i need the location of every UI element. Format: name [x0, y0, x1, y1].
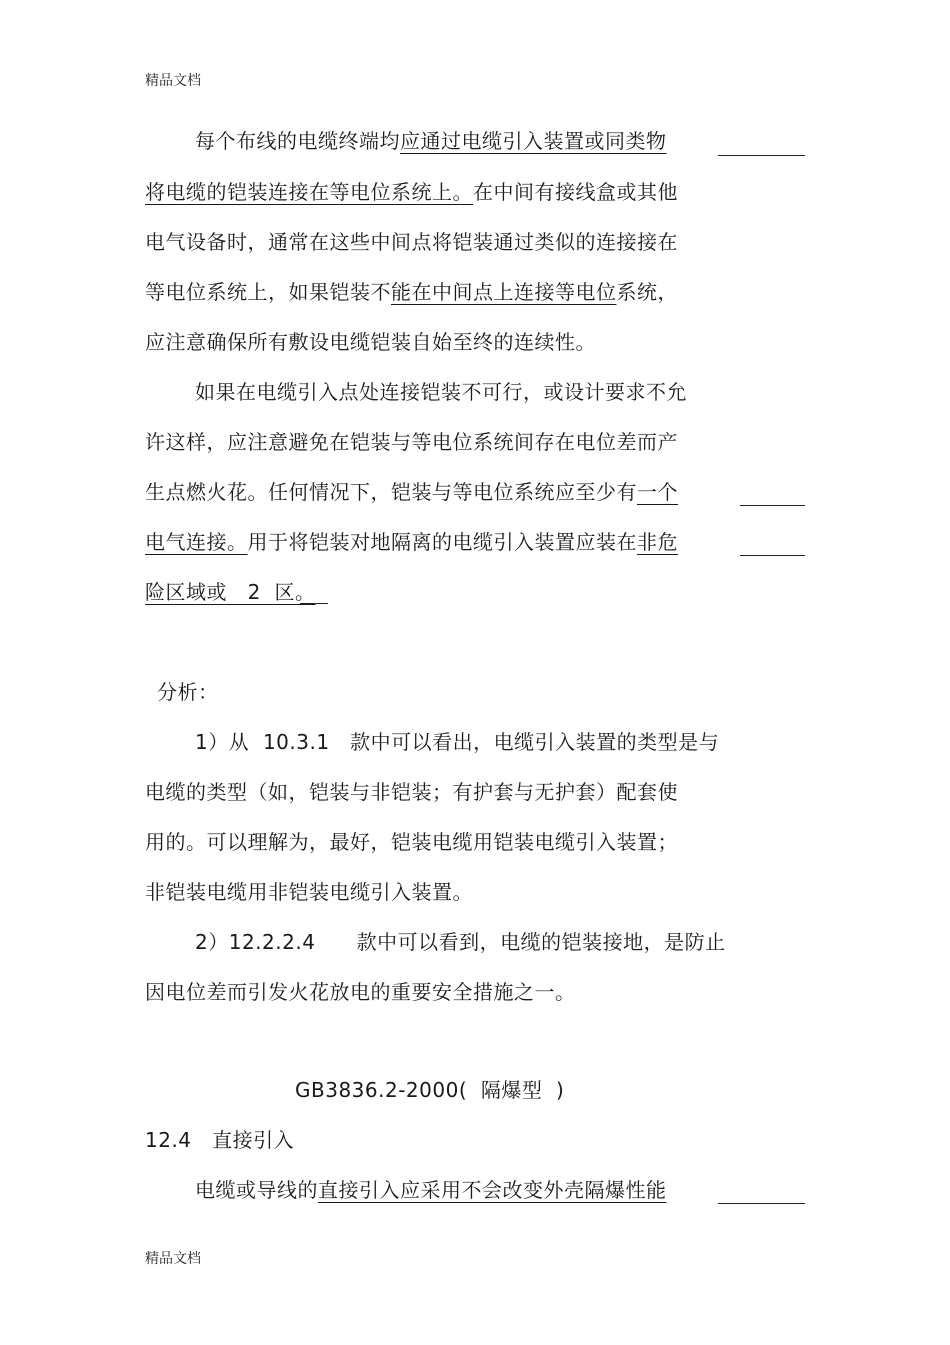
text-run: 电气设备时，通常在这些中间点将铠装通过类似的连接接在 [145, 230, 678, 254]
analysis-line: 因电位差而引发火花放电的重要安全措施之一。 [145, 980, 576, 1004]
page-header: 精品文档 [145, 73, 201, 89]
page-footer: 精品文档 [145, 1251, 201, 1267]
clause-heading: 12.4 直接引入 [145, 1128, 295, 1152]
underlined-text: 能在中间点上连接等电位 [391, 280, 617, 304]
text-run: 等电位系统上，如果铠装不 [145, 280, 391, 304]
analysis-line: 2）12.2.2.4 款中可以看到，电缆的铠装接地，是防止 [195, 930, 726, 954]
analysis-line: 1）从 10.3.1 款中可以看出，电缆引入装置的类型是与 [195, 730, 720, 754]
text-run: 每个布线的电缆终端均 [195, 129, 400, 153]
text-run: 应注意确保所有敷设电缆铠装自始至终的连续性。 [145, 330, 596, 354]
analysis-line: 非铠装电缆用非铠装电缆引入装置。 [145, 880, 473, 904]
underline-rule [740, 555, 805, 556]
underline-rule [718, 155, 805, 156]
analysis-line: 电缆的类型（如，铠装与非铠装；有护套与无护套）配套使 [145, 780, 678, 804]
text-run: 用于将铠装对地隔离的电缆引入装置应装在 [247, 530, 637, 554]
paragraph-line [145, 578, 825, 606]
paragraph-line [195, 127, 875, 155]
standard-title: GB3836.2-2000( 隔爆型 ) [295, 1078, 565, 1102]
text-run: 在中间有接线盒或其他 [473, 180, 678, 204]
text-run: 生点燃火花。任何情况下，铠装与等电位系统应至少有 [145, 480, 637, 504]
underlined-text: 一个 [637, 480, 678, 504]
analysis-line: 用的。可以理解为，最好，铠装电缆用铠装电缆引入装置； [145, 830, 678, 854]
paragraph-line [195, 378, 875, 406]
underlined-text: 将电缆的铠装连接在等电位系统上。 [145, 180, 473, 204]
paragraph-line [195, 1176, 875, 1204]
text-run: 许这样，应注意避免在铠装与等电位系统间存在电位差而产 [145, 430, 678, 454]
text-run: 如果在电缆引入点处连接铠装不可行，或设计要求不允 [195, 380, 687, 404]
underline-rule [718, 1203, 805, 1204]
paragraph-line [145, 278, 825, 306]
underlined-text: 电气连接。 [145, 530, 248, 554]
text-run: 系统， [616, 280, 678, 304]
paragraph-line [145, 328, 825, 356]
analysis-title: 分析： [157, 680, 219, 704]
paragraph-line [145, 178, 825, 206]
underline-rule [740, 505, 805, 506]
underlined-text: 非危 [637, 530, 678, 554]
paragraph-line [145, 428, 825, 456]
underlined-text: 直接引入应采用不会改变外壳隔爆性能 [318, 1178, 667, 1202]
underline-rule [300, 603, 328, 604]
underlined-text: 应通过电缆引入装置或同类物 [400, 129, 667, 153]
paragraph-line [145, 528, 825, 556]
underlined-text: 险区域或 2 区。 [145, 580, 316, 604]
paragraph-line [145, 228, 825, 256]
text-run: 电缆或导线的 [195, 1178, 318, 1202]
paragraph-line [145, 478, 825, 506]
